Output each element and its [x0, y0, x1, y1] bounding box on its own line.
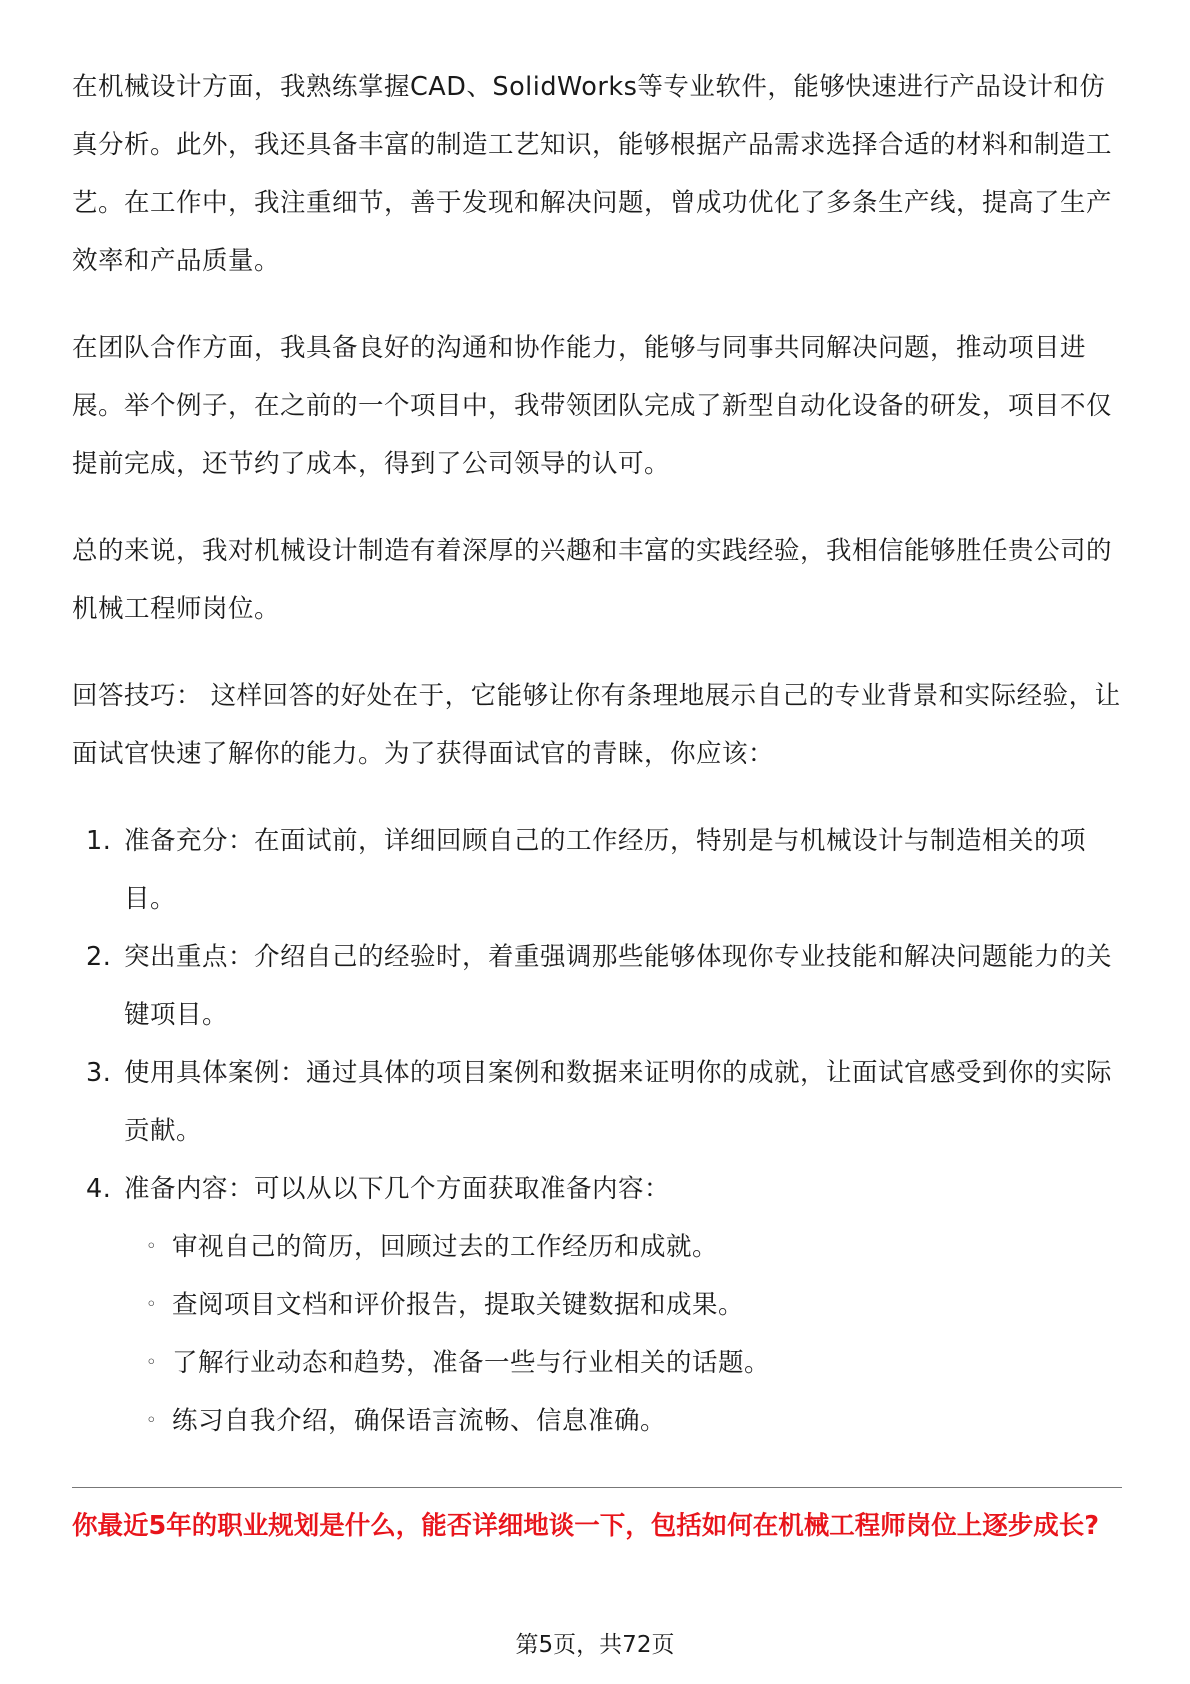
list-number: 3. [86, 1058, 112, 1088]
bullet-icon: ◦ [146, 1236, 158, 1257]
sub-list-item-text: 了解行业动态和趋势，准备一些与行业相关的话题。 [172, 1348, 771, 1378]
bullet-icon: ◦ [146, 1294, 158, 1315]
answer-body [72, 58, 1122, 1450]
list-number: 2. [86, 942, 112, 972]
section-divider [72, 1487, 1122, 1488]
paragraph-answer-tips: 回答技巧： 这样回答的好处在于，它能够让你有条理地展示自己的专业背景和实际经验，让面试官快速了解你的能力。为了获得面试官的青睐，你应该： [72, 681, 1121, 769]
list-item-text: 突出重点：介绍自己的经验时，着重强调那些能够体现你专业技能和解决问题能力的关键项目。 [124, 942, 1113, 1030]
sub-list-item [124, 1334, 1122, 1392]
list-item-text: 准备内容：可以从以下几个方面获取准备内容： [124, 1174, 671, 1204]
list-item-text: 准备充分：在面试前，详细回顾自己的工作经历，特别是与机械设计与制造相关的项目。 [124, 826, 1087, 914]
sub-list-item-text: 查阅项目文档和评价报告，提取关键数据和成果。 [172, 1290, 745, 1320]
page-number: 第5页，共72页 [515, 1632, 675, 1658]
sub-list [124, 1218, 1122, 1450]
list-number: 4. [86, 1174, 112, 1204]
list-item-text: 使用具体案例：通过具体的项目案例和数据来证明你的成就，让面试官感受到你的实际贡献。 [124, 1058, 1113, 1146]
list-item [72, 928, 1122, 1044]
sub-list-item [124, 1276, 1122, 1334]
list-number: 1. [86, 826, 112, 856]
list-item [72, 1044, 1122, 1160]
sub-list-item [124, 1218, 1122, 1276]
bullet-icon: ◦ [146, 1352, 158, 1373]
paragraph-summary: 总的来说，我对机械设计制造有着深厚的兴趣和丰富的实践经验，我相信能够胜任贵公司的机械工程师岗位。 [72, 536, 1113, 624]
next-question-heading: 你最近5年的职业规划是什么，能否详细地谈一下，包括如何在机械工程师岗位上逐步成长? [72, 1511, 1100, 1541]
sub-list-item-text: 审视自己的简历，回顾过去的工作经历和成就。 [172, 1232, 719, 1262]
paragraph-teamwork: 在团队合作方面，我具备良好的沟通和协作能力，能够与同事共同解决问题，推动项目进展。举个例子，在之前的一个项目中，我带领团队完成了新型自动化设备的研发，项目不仅提前完成，还节约了成本，得到了公司领导的认可。 [72, 333, 1113, 479]
list-item [72, 812, 1122, 928]
bullet-icon: ◦ [146, 1410, 158, 1431]
paragraph-mechanical-design: 在机械设计方面，我熟练掌握CAD、SolidWorks等专业软件，能够快速进行产品设计和仿真分析。此外，我还具备丰富的制造工艺知识，能够根据产品需求选择合适的材料和制造工艺。在工作中，我注重细节，善于发现和解决问题，曾成功优化了多条生产线，提高了生产效率和产品质量。 [72, 72, 1113, 276]
sub-list-item-text: 练习自我介绍，确保语言流畅、信息准确。 [172, 1406, 667, 1436]
sub-list-item [124, 1392, 1122, 1450]
tips-list [72, 812, 1122, 1450]
list-item [72, 1160, 1122, 1450]
